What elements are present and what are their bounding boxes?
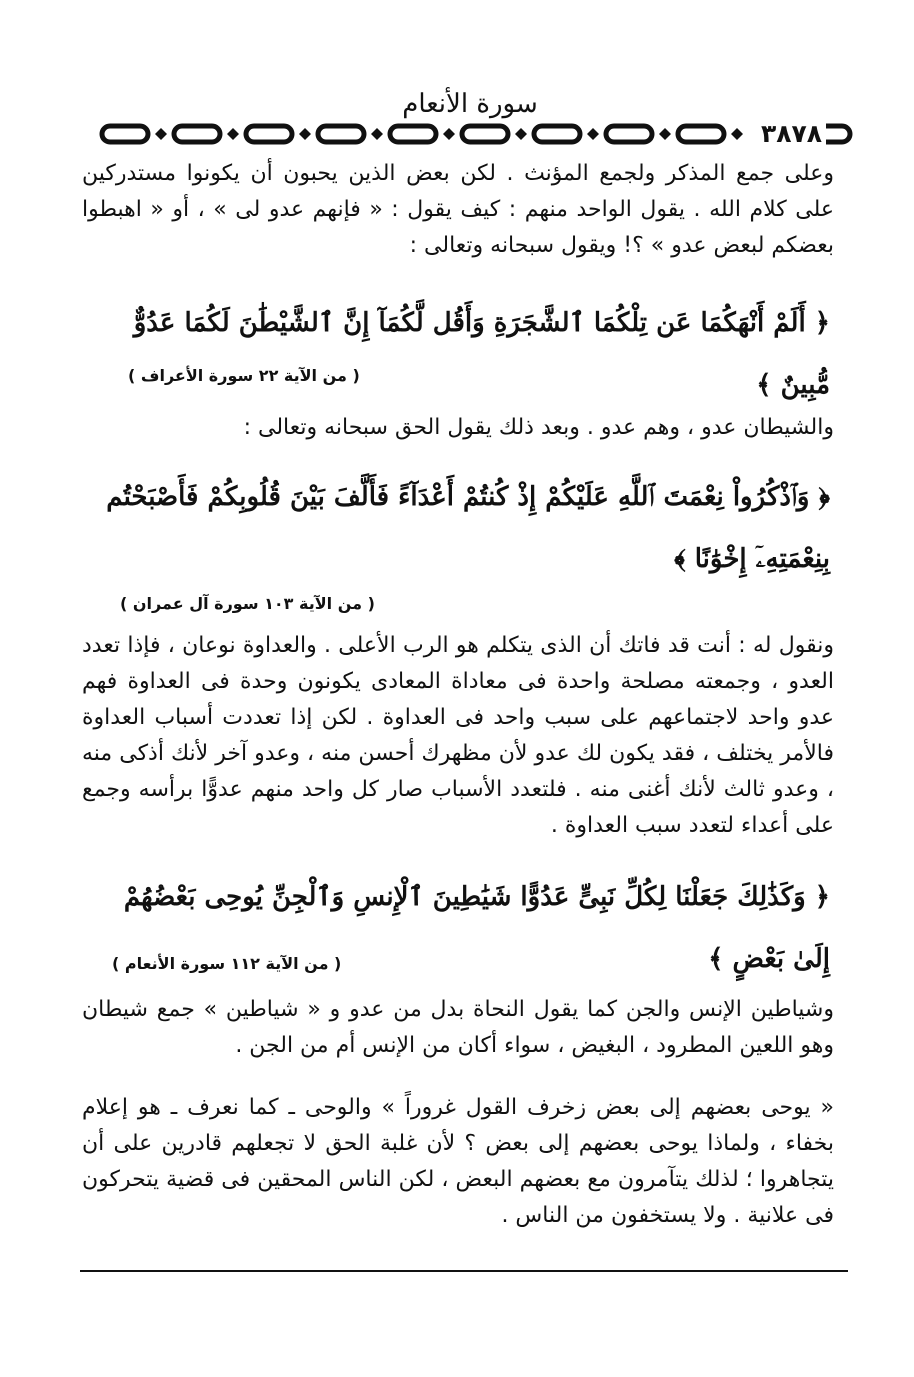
quran-verse-1: ﴿ أَلَمْ أَنْهَكُمَا عَن تِلْكُمَا ٱلشَّجَرَةِ وَأَقُل لَّكُمَآ إِنَّ ٱلشَّيْطَٰنَ لَكُمَا عَدُوٌّ مُّبِينٌ ﴾ <box>133 308 830 400</box>
bottom-rule <box>80 1270 848 1272</box>
verse-reference-3: ( من الآية ١١٢ سورة الأنعام ) <box>112 954 342 973</box>
surah-title: سورة الأنعام <box>402 89 538 119</box>
paragraph-3: ونقول له : أنت قد فاتك أن الذى يتكلم هو الرب الأعلى . والعداوة نوعان ، فإذا تعدد العدو ، وجمعته مصلحة واحدة فى معاداة المعادى يكونون وحدة فى العداوة فهم عدو واحد لاجتماعهم على سبب واحد فى العداوة . لكن إذا تعددت أسباب العداوة فالأمر يختلف ، فقد يكون لك عدو لأن مظهرك أحسن منه ، وعدو آخر لأنك أذكى منه ، وعدو ثالث لأنك أغنى منه . فلتعدد الأسباب صار كل واحد منهم عدوًّا برأسه وجمع على أعداء لتعدد سبب العداوة . <box>82 633 834 838</box>
paragraph-1: وعلى جمع المذكر ولجمع المؤنث . لكن بعض الذين يحبون أن يكونوا مستدركين على كلام الله . يقول الواحد منهم : كيف يقول : « فإنهم عدو لى » ، أو « اهبطوا بعضكم لبعض عدو » ؟! ويقول سبحانه وتعالى : <box>82 161 834 258</box>
page-number: ٣٨٧٨ <box>757 120 826 148</box>
quran-verse-3: ﴿ وَكَذَٰلِكَ جَعَلْنَا لِكُلِّ نَبِىٍّ عَدُوًّا شَيَٰطِينَ ٱلْإِنسِ وَٱلْجِنِّ يُوحِى بَعْضُهُمْ إِلَىٰ بَعْضٍ ﴾ <box>123 882 830 974</box>
paragraph-5: « يوحى بعضهم إلى بعض زخرف القول غروراً » والوحى ـ كما نعرف ـ هو إعلام بخفاء ، ولماذا يوحى بعضهم إلى بعض ؟ لأن غلبة الحق لا تجعلهم قادرين على أن يتجاهروا ؛ لذلك يتآمرون مع بعضهم البعض ، لكن الناس المحقين فى قضية يتحركون فى علانية . ولا يستخفون من الناس . <box>82 1095 834 1228</box>
paragraph-4: وشياطين الإنس والجن كما يقول النحاة بدل من عدو و « شياطين » جمع شيطان وهو اللعين المطرود ، البغيض ، سواء أكان من الإنس أم من الجن . <box>82 997 834 1058</box>
ornament-chain-icon <box>96 120 856 148</box>
quran-verse-2: ﴿ وَٱذْكُرُواْ نِعْمَتَ ٱللَّهِ عَلَيْكُمْ إِذْ كُنتُمْ أَعْدَآءً فَأَلَّفَ بَيْنَ قُلُوبِكُمْ فَأَصْبَحْتُم بِنِعْمَتِهِۦٓ إِخْوَٰنًا ﴾ <box>106 482 830 574</box>
verse-reference-2: ( من الآية ١٠٣ سورة آل عمران ) <box>120 594 375 613</box>
verse-reference-1: ( من الآية ٢٢ سورة الأعراف ) <box>128 366 360 385</box>
header-ornament-band <box>96 120 856 148</box>
paragraph-2: والشيطان عدو ، وهم عدو . وبعد ذلك يقول الحق سبحانه وتعالى : <box>243 415 834 440</box>
